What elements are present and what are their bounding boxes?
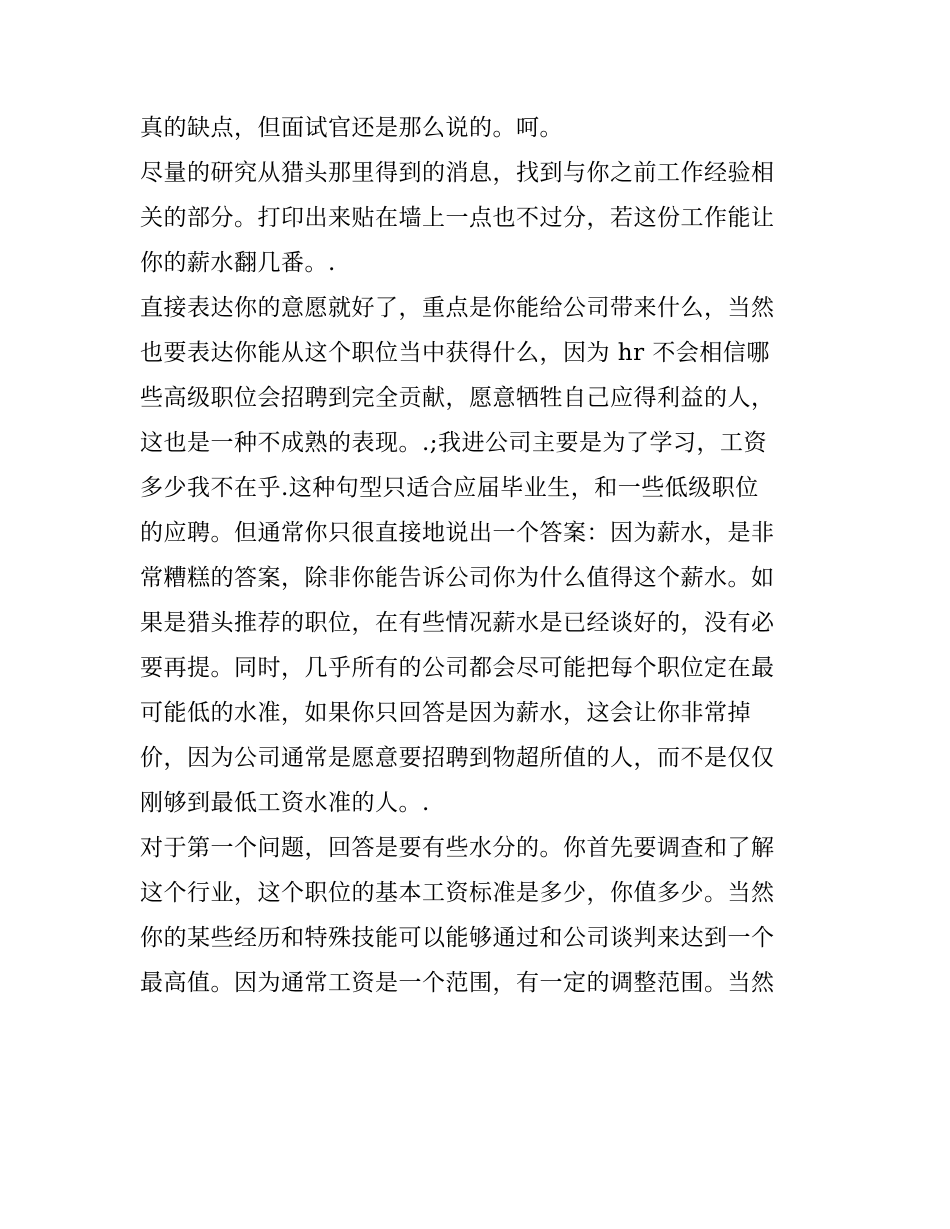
text-line: 直接表达你的意愿就好了，重点是你能给公司带来什么，当然 bbox=[140, 295, 775, 321]
text-line: 可能低的水准，如果你只回答是因为薪水，这会让你非常掉 bbox=[140, 700, 751, 726]
text-line: 些高级职位会招聘到完全贡献，愿意牺牲自己应得利益的人， bbox=[140, 385, 775, 411]
text-line: 刚够到最低工资水准的人。. bbox=[140, 790, 430, 816]
text-line: 的应聘。但通常你只很直接地说出一个答案：因为薪水，是非 bbox=[140, 520, 775, 546]
document-body bbox=[140, 106, 820, 1006]
text-line: 也要表达你能从这个职位当中获得什么，因为 hr 不会相信哪 bbox=[140, 340, 770, 366]
text-line: 尽量的研究从猎头那里得到的消息，找到与你之前工作经验相 bbox=[140, 160, 775, 186]
text-line: 果是猎头推荐的职位，在有些情况薪水是已经谈好的，没有必 bbox=[140, 610, 775, 636]
text-line: 常糟糕的答案，除非你能告诉公司你为什么值得这个薪水。如 bbox=[140, 565, 775, 591]
text-line: 你的某些经历和特殊技能可以能够通过和公司谈判来达到一个 bbox=[140, 925, 775, 951]
text-line: 你的薪水翻几番。. bbox=[140, 250, 336, 276]
text-line: 价，因为公司通常是愿意要招聘到物超所值的人，而不是仅仅 bbox=[140, 745, 775, 771]
text-line: 多少我不在乎.这种句型只适合应届毕业生，和一些低级职位 bbox=[140, 475, 759, 501]
text-line: 对于第一个问题，回答是要有些水分的。你首先要调查和了解 bbox=[140, 835, 775, 861]
text-line: 这也是一种不成熟的表现。.;我进公司主要是为了学习，工资 bbox=[140, 430, 768, 456]
text-line: 要再提。同时，几乎所有的公司都会尽可能把每个职位定在最 bbox=[140, 655, 775, 681]
text-line: 这个行业，这个职位的基本工资标准是多少，你值多少。当然 bbox=[140, 880, 775, 906]
text-line: 关的部分。打印出来贴在墙上一点也不过分，若这份工作能让 bbox=[140, 205, 775, 231]
text-line: 真的缺点，但面试官还是那么说的。呵。 bbox=[140, 115, 563, 141]
text-line: 最高值。因为通常工资是一个范围，有一定的调整范围。当然 bbox=[140, 970, 775, 996]
